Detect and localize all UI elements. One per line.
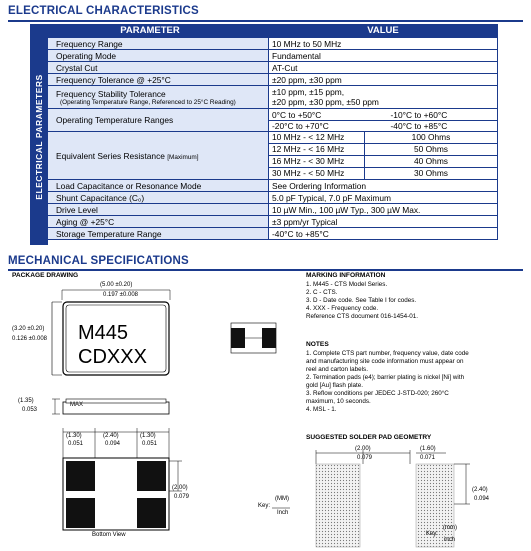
package-drawing-svg [0, 280, 300, 551]
dim-max-in: 0.053 [22, 407, 38, 413]
dim-width-mm: (5.00 ±0.20) [100, 282, 133, 288]
header-parameter: PARAMETER [120, 25, 180, 36]
side-view-pad-right [262, 328, 276, 348]
param-value: 10 µW Min., 100 µW Typ., 300 µW Max. [269, 204, 497, 215]
row-storage-temperature [31, 227, 497, 239]
param-value: 10 MHz to 50 MHz [269, 38, 497, 49]
note-line: reel and carton labels. [306, 366, 368, 373]
param-label: Aging @ +25°C [31, 216, 269, 227]
notes-list [306, 350, 469, 414]
electrical-title-rule [8, 20, 523, 22]
param-label-sub: [Maximum] [167, 153, 199, 161]
electrical-title: ELECTRICAL CHARACTERISTICS [8, 5, 199, 17]
param-label-sub: (Operating Temperature Range, Referenced to 25°C Reading) [60, 98, 236, 106]
bottom-pad-4 [137, 498, 166, 528]
solder-height-mm: (2.40) [472, 487, 488, 493]
marking-line-1: M445 [78, 322, 129, 344]
param-label: Storage Temperature Range [31, 228, 269, 239]
marking-item: 3. D - Date code. See Table I for codes. [306, 297, 417, 304]
electrical-table-header [31, 25, 497, 37]
param-value: AT-Cut [269, 62, 497, 73]
note-line: 4. MSL - 1. [306, 406, 337, 413]
bottom-view-label: Bottom View [92, 532, 126, 538]
temp-range-d: -40°C to +85°C [390, 120, 448, 131]
dim-height-in: 0.126 ±0.008 [12, 336, 47, 342]
row-frequency-stability [31, 85, 497, 108]
param-label: Frequency Range [31, 38, 269, 49]
electrical-parameters-sidebar [30, 38, 48, 245]
row-operating-temperature [31, 108, 497, 131]
side-view-pad-left [231, 328, 245, 348]
param-label: Shunt Capacitance (C₀) [31, 192, 269, 203]
note-line: 3. Reflow conditions per JEDEC J-STD-020; 260°C [306, 390, 449, 397]
header-value: VALUE [367, 25, 399, 36]
row-drive-level [31, 203, 497, 215]
param-value: Fundamental [269, 50, 497, 61]
param-label [31, 86, 269, 108]
dim-max-mm: (1.35) [18, 398, 34, 404]
marking-info-list [306, 281, 418, 321]
pad2-width-in: 0.051 [142, 441, 158, 447]
dim-width-in: 0.197 ±0.008 [103, 292, 138, 298]
param-label: Drive Level [31, 204, 269, 215]
mechanical-title-rule [8, 269, 523, 271]
param-value-line1: ±10 ppm, ±15 ppm, [272, 87, 345, 97]
param-value: 5.0 pF Typical, 7.0 pF Maximum [269, 192, 497, 203]
param-label: Load Capacitance or Resonance Mode [31, 180, 269, 191]
solder-pad-title: SUGGESTED SOLDER PAD GEOMETRY [306, 434, 432, 441]
solder-key-inch: inch [444, 537, 456, 543]
row-frequency-tolerance [31, 73, 497, 85]
pad1-width-mm: (1.30) [66, 433, 82, 439]
marking-item: 2. C - CTS. [306, 289, 338, 296]
mechanical-title: MECHANICAL SPECIFICATIONS [8, 255, 189, 267]
param-label: Crystal Cut [31, 62, 269, 73]
pad-gap-in: 0.094 [105, 441, 121, 447]
esr-line: 30 MHz - < 50 MHz 30 Ohms [269, 168, 497, 179]
marking-line-2: CDXXX [78, 346, 147, 368]
pad-height-mm: (2.00) [172, 485, 188, 491]
esr-table [269, 132, 497, 179]
marking-item: 1. M445 - CTS Model Series. [306, 281, 388, 288]
row-crystal-cut [31, 61, 497, 73]
solder-gap-mm: (1.60) [420, 446, 436, 452]
solder-key-label: Key: [426, 531, 439, 537]
esr-line: 16 MHz - < 30 MHz 40 Ohms [269, 156, 497, 168]
param-label: Operating Mode [31, 50, 269, 61]
key-label: Key: [258, 503, 271, 509]
row-load-capacitance [31, 179, 497, 191]
param-value [269, 86, 497, 108]
row-shunt-capacitance [31, 191, 497, 203]
solder-width-mm: (2.00) [355, 446, 371, 452]
row-aging [31, 215, 497, 227]
key-mm: (MM) [275, 496, 289, 502]
param-value: ±3 ppm/yr Typical [269, 216, 497, 227]
bottom-pad-1 [66, 461, 95, 491]
param-label: Frequency Tolerance @ +25°C [31, 74, 269, 85]
dim-height-mm: (3.20 ±0.20) [12, 326, 45, 332]
solder-width-in: 0.079 [357, 455, 373, 461]
param-value: -40°C to +85°C [269, 228, 497, 239]
param-value-line2: ±20 ppm, ±30 ppm, ±50 ppm [272, 97, 379, 107]
solder-gap-in: 0.071 [420, 455, 436, 461]
note-line: 1. Complete CTS part number, frequency value, date code [306, 350, 469, 357]
note-line: 2. Termination pads (e4); barrier plating is nickel [Ni] with [306, 374, 465, 381]
note-line: gold [Au] flash plate. [306, 382, 364, 389]
param-value: ±20 ppm, ±30 ppm [269, 74, 497, 85]
key-inch: Inch [277, 510, 289, 516]
row-operating-mode [31, 49, 497, 61]
electrical-table [30, 24, 498, 240]
marking-item: 4. XXX - Frequency code. [306, 305, 379, 312]
param-label-main: Equivalent Series Resistance [56, 150, 165, 161]
esr-line: 10 MHz - < 12 MHz 100 Ohms [269, 132, 497, 144]
row-esr [31, 131, 497, 179]
pad-height-in: 0.079 [174, 494, 190, 500]
solder-pad-svg [300, 440, 531, 551]
param-value: See Ordering Information [269, 180, 497, 191]
param-value [269, 109, 497, 131]
note-line: maximum, 10 seconds. [306, 398, 371, 405]
notes-title: NOTES [306, 341, 329, 348]
param-label: Operating Temperature Ranges [31, 109, 269, 131]
row-frequency-range [31, 37, 497, 49]
solder-pad-left [316, 464, 360, 547]
dim-max-label: MAX [70, 402, 84, 408]
marking-info-title: MARKING INFORMATION [306, 272, 386, 279]
package-drawing-title: PACKAGE DRAWING [12, 272, 79, 279]
solder-height-in: 0.094 [474, 496, 490, 502]
pad2-width-mm: (1.30) [140, 433, 156, 439]
pad-gap-mm: (2.40) [103, 433, 119, 439]
esr-line: 12 MHz - < 16 MHz 50 Ohms [269, 144, 497, 156]
pad1-width-in: 0.051 [68, 441, 84, 447]
bottom-pad-2 [137, 461, 166, 491]
temp-range-b: -10°C to +60°C [390, 109, 448, 120]
temp-range-a: 0°C to +50°C [272, 109, 322, 120]
param-label-main: Frequency Stability Tolerance [56, 88, 166, 99]
sidebar-label: ELECTRICAL PARAMETERS [34, 74, 44, 200]
note-line: and manufacturing site code information must appear on [306, 358, 464, 365]
param-label [31, 132, 269, 179]
solder-key-mm: (mm) [443, 525, 457, 531]
marking-item: Reference CTS document 016-1454-01. [306, 313, 419, 320]
bottom-pad-3 [66, 498, 95, 528]
temp-range-c: -20°C to +70°C [272, 120, 329, 131]
